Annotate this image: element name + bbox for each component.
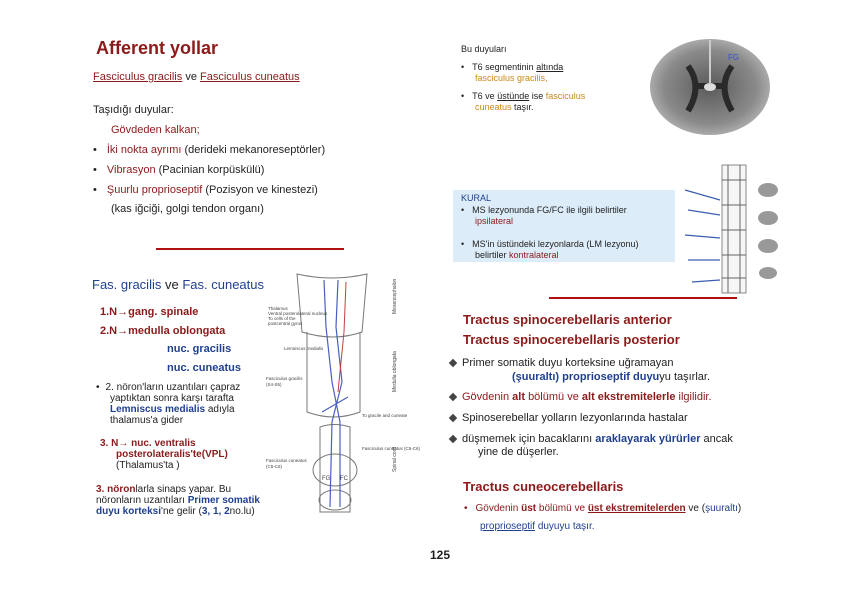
t6-above-b: üstünde xyxy=(497,91,530,101)
cuneo-b5-c: bölümü ve xyxy=(538,503,586,514)
spino-b3: Spinoserebellar yolların lezyonlarında hastalar xyxy=(462,412,688,424)
spino-b4-a: düşmemek için bacaklarını xyxy=(462,433,593,445)
t6-below-c: fasciculus gracilis, xyxy=(475,73,548,83)
n3-desc-e: duyu korteksi xyxy=(96,506,162,517)
diag-fg-range: (S4-S5) xyxy=(266,382,282,387)
spino-b2-e: ilgilidir. xyxy=(678,391,712,403)
n3-desc-g: 3, 1, 2 xyxy=(201,506,230,517)
t6-below-a: T6 segmentinin xyxy=(472,62,534,72)
spino-b2-d: alt ekstremitelerle xyxy=(581,391,676,403)
diag-fc: Fasciculus cuneatus xyxy=(266,458,307,463)
neuron-3-a: 3. N→ nuc. ventralis xyxy=(100,438,196,449)
n2-desc-3b: adıyla xyxy=(207,404,235,415)
diag-fc-mark: FC xyxy=(340,476,348,482)
t6-above-f: taşır. xyxy=(514,102,534,112)
spino-bullet-3 xyxy=(450,412,688,424)
cuneo-b5-h: proprioseptif xyxy=(480,521,536,532)
diag-fg-mark: FG xyxy=(322,476,331,482)
fasciculus-gracilis-label: Fasciculus gracilis xyxy=(93,71,183,83)
diag-spinal-cord: Spinal cord xyxy=(392,446,398,472)
tract-cuneocerebellaris: Tractus cuneocerebellaris xyxy=(463,479,624,494)
diamond-bullet-icon xyxy=(449,414,457,422)
sense-item-3-line2: (kas iğciği, golgi tendon organı) xyxy=(111,203,264,215)
cuneo-b5-b: üst xyxy=(521,503,537,514)
n3-desc-c: nöronların uzantıları xyxy=(96,495,185,506)
t6-above-a: T6 ve xyxy=(472,91,495,101)
t6-above-d: fasciculus xyxy=(545,91,586,101)
n2-desc-1: 2. nöron'ların uzantıları çapraz xyxy=(105,382,241,393)
cuneo-b5-i: duyuyu taşır. xyxy=(537,521,595,532)
fg-figure-label: FG xyxy=(728,53,740,62)
n2-desc-3: Lemniscus medialis xyxy=(110,404,206,415)
neuron-3-c: (Thalamus'ta ) xyxy=(116,460,180,471)
carried-senses-label: Taşıdığı duyular: xyxy=(93,104,174,116)
sense-item-2-highlight: Vibrasyon xyxy=(106,164,156,176)
diag-lemniscus: Lemniscus medialis xyxy=(284,346,324,351)
rule-bullet-2: • MS'in üstündeki lezyonlarda (LM lezyonu) belirtiler kontralateral xyxy=(461,239,639,260)
n3-desc-b: larla sinaps yapar. Bu xyxy=(135,484,232,495)
n3-desc-d: Primer somatik xyxy=(187,495,260,506)
tract-heading-b: Fas. cuneatus xyxy=(182,277,264,292)
spino-b1-c: yu taşırlar. xyxy=(659,371,711,383)
diag-fc-range: (C5-C6) xyxy=(266,464,283,469)
spino-b1-b: (şuuraltı) proprioseptif duyu xyxy=(512,371,660,383)
sense-item-3-rest: (Pozisyon ve kinestezi) xyxy=(205,184,318,196)
cuneo-b5-g: ) xyxy=(737,503,742,514)
n2-desc-2: yaptıktan sonra karşı tarafta xyxy=(110,393,234,404)
diag-vpl: Ventral posterolateral nucleus xyxy=(268,311,328,316)
rule-bullet-2-b: belirtiler xyxy=(475,250,507,260)
tract-heading-and: ve xyxy=(164,277,179,292)
spino-bullet-1 xyxy=(450,356,710,384)
t6-below-b: altında xyxy=(536,62,564,72)
page-title: Afferent yollar xyxy=(96,38,219,58)
fasciculus-heading xyxy=(93,71,300,83)
n3-desc-h: no.lu) xyxy=(229,506,255,517)
spino-b1-a: Primer somatik duyu korteksine uğramayan xyxy=(462,357,674,369)
cuneo-b5-e: ve ( xyxy=(688,503,706,514)
t6-above-bullet: • T6 ve üstünde ise fasciculus cuneatus taşır. xyxy=(461,91,586,112)
tract-spinocerebellar-anterior: Tractus spinocerebellaris anterior xyxy=(463,312,672,327)
spinal-segments-figure xyxy=(680,160,790,295)
cuneo-b5-d: üst ekstremitelerden xyxy=(587,503,686,514)
nuc-cuneatus: nuc. cuneatus xyxy=(167,362,241,374)
sense-item-1-rest: (derideki mekanoreseptörler) xyxy=(184,144,326,156)
diag-to-gracile: To gracile and cuneate xyxy=(362,413,408,418)
diamond-bullet-icon xyxy=(449,393,457,401)
dorsal-column-pathway-diagram xyxy=(262,272,421,520)
spino-b2-c: bölümü ve xyxy=(528,391,579,403)
spino-b4-c: ancak xyxy=(703,433,733,445)
rule-title: KURAL xyxy=(461,193,492,203)
n3-desc-a: 3. nöron xyxy=(96,484,136,495)
rule-bullet-1: • MS lezyonunda FG/FC ile ilgili belirtiler ipsilateral xyxy=(461,205,627,226)
neuron-3-description xyxy=(96,484,260,517)
fasciculus-cuneatus-label: Fasciculus cuneatus xyxy=(200,71,300,83)
diag-mesencephalon: Mesencephalon xyxy=(392,278,398,314)
diamond-bullet-icon xyxy=(449,435,457,443)
tract-heading xyxy=(92,277,264,292)
cuneo-b5-f: şuuraltı xyxy=(705,503,738,514)
t6-below-bullet: • T6 segmentinin altında fasciculus gracilis, xyxy=(461,62,564,83)
sense-item-1: • İki nokta ayrımı (derideki mekanoreseptörler) xyxy=(93,144,326,156)
tract-spinocerebellar-posterior: Tractus spinocerebellaris posterior xyxy=(463,332,680,347)
divider-left xyxy=(156,248,344,250)
diag-to-cells: To cells of the xyxy=(268,316,296,321)
page-number: 125 xyxy=(430,548,451,562)
diag-postcentral: postcentral gyrus xyxy=(268,321,303,326)
diag-thalamus: Thalamus xyxy=(268,306,288,311)
n2-desc-4: thalamus'a gider xyxy=(110,415,184,426)
diag-fg: Fasciculus gracilis xyxy=(266,376,303,381)
neuron-2: 2.N→medulla oblongata xyxy=(100,325,226,337)
sense-item-2-rest: (Pacinian korpüskülü) xyxy=(158,164,265,176)
sense-item-3-highlight: Şuurlu proprioseptif xyxy=(106,184,203,196)
spino-b2-b: alt xyxy=(512,391,525,403)
t6-above-e: cuneatus xyxy=(475,102,512,112)
rule-bullet-2-c: kontralateral xyxy=(509,250,559,260)
rule-bullet-1-b: ipsilateral xyxy=(475,216,514,226)
nuc-gracilis: nuc. gracilis xyxy=(167,343,232,355)
sense-item-2: • Vibrasyon (Pacinian korpüskülü) xyxy=(93,164,265,176)
neuron-3-b: posterolateralis'te(VPL) xyxy=(116,449,228,460)
diamond-bullet-icon xyxy=(449,359,457,367)
divider-right xyxy=(549,297,737,299)
n3-desc-f: 'ne gelir ( xyxy=(161,506,202,517)
neuron-1: 1.N→gang. spinale xyxy=(100,306,199,318)
tract-heading-a: Fas. gracilis xyxy=(92,277,162,292)
rule-bullet-2-a: MS'in üstündeki lezyonlarda (LM lezyonu) xyxy=(472,239,639,249)
spino-b2-a: Gövdenin xyxy=(462,391,510,403)
neuron-2-description: • 2. nöron'ların uzantıları çapraz yaptıktan sonra karşı tarafta Lemniscus medialis adıyla thalamus'a gider xyxy=(96,382,241,426)
diag-fc-right: Fasciculus cuneatus (C5-C6) xyxy=(362,446,421,451)
rule-bullet-1-a: MS lezyonunda FG/FC ile ilgili belirtiler xyxy=(472,205,627,215)
fasciculus-and: ve xyxy=(185,71,197,83)
spinal-cord-section-image xyxy=(648,36,772,138)
cuneo-b5-a: Gövdenin xyxy=(475,503,519,514)
spino-bullet-2 xyxy=(450,391,712,403)
spino-bullet-4 xyxy=(450,433,733,459)
from-body-label: Gövdeden kalkan; xyxy=(111,124,200,136)
sense-item-1-highlight: İki nokta ayrımı xyxy=(106,144,182,156)
spino-b4-b: araklayarak yürürler xyxy=(595,433,701,445)
sense-item-3: • Şuurlu proprioseptif (Pozisyon ve kinestezi) xyxy=(93,184,318,196)
t6-above-c: ise xyxy=(531,91,544,101)
these-senses-label: Bu duyuları xyxy=(461,44,507,54)
cuneo-bullet: • Gövdenin üst bölümü ve üst ekstremitelerden ve (şuuraltı) proprioseptif duyuyu taşır. xyxy=(464,503,742,532)
diag-medulla: Medulla oblongata xyxy=(392,351,398,392)
neuron-3 xyxy=(100,438,228,471)
spino-b4-d: yine de düşerler. xyxy=(478,446,559,458)
